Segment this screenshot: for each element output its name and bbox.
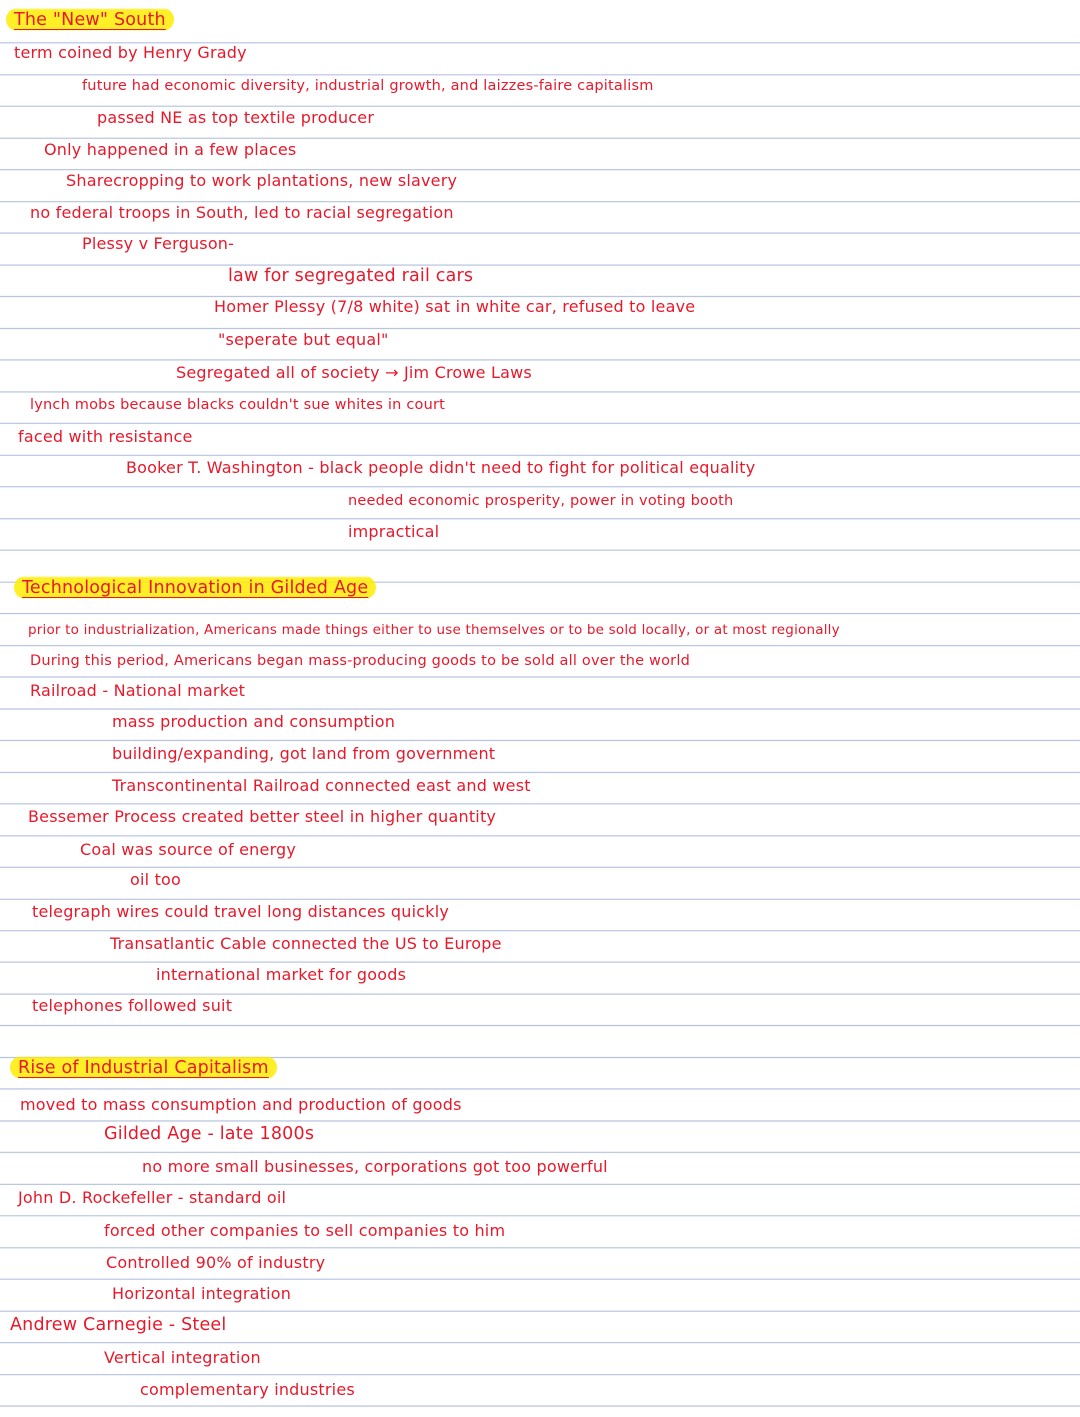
- note-line: mass production and consumption: [112, 712, 396, 731]
- note-line: Gilded Age - late 1800s: [104, 1124, 315, 1144]
- note-line: complementary industries: [140, 1380, 355, 1399]
- note-line: Transcontinental Railroad connected east and west: [112, 776, 531, 795]
- note-line: no federal troops in South, led to racial segregation: [30, 203, 454, 222]
- note-line: impractical: [348, 522, 440, 541]
- note-line: Booker T. Washington - black people didn't need to fight for political equality: [126, 458, 756, 477]
- note-line: Vertical integration: [104, 1348, 261, 1367]
- note-line: prior to industrialization, Americans made things either to use themselves or to be sold locally, or at most regionally: [28, 622, 840, 638]
- note-line: moved to mass consumption and production of goods: [20, 1095, 462, 1114]
- note-line: needed economic prosperity, power in voting booth: [348, 493, 734, 509]
- note-line: passed NE as top textile producer: [97, 108, 375, 127]
- note-line: international market for goods: [156, 965, 407, 984]
- note-line: Transatlantic Cable connected the US to Europe: [110, 934, 502, 953]
- note-line: oil too: [130, 870, 182, 889]
- note-line: Plessy v Ferguson-: [82, 234, 235, 253]
- note-line: During this period, Americans began mass-producing goods to be sold all over the world: [30, 653, 690, 669]
- note-line: Andrew Carnegie - Steel: [10, 1315, 227, 1335]
- note-line: future had economic diversity, industrial growth, and laizzes-faire capitalism: [82, 78, 654, 94]
- note-line: Only happened in a few places: [44, 140, 297, 159]
- note-line: Segregated all of society → Jim Crowe Laws: [176, 363, 532, 382]
- note-line: Railroad - National market: [30, 681, 246, 700]
- note-line: Horizontal integration: [112, 1284, 292, 1303]
- section-heading-industrial-capitalism: [16, 1058, 277, 1078]
- note-line: Bessemer Process created better steel in higher quantity: [28, 807, 497, 826]
- heading-highlight: Rise of Industrial Capitalism: [10, 1056, 277, 1079]
- note-line: Sharecropping to work plantations, new slavery: [66, 171, 458, 190]
- note-line: "seperate but equal": [218, 330, 389, 349]
- note-line: Coal was source of energy: [80, 840, 297, 859]
- note-line: Homer Plessy (7/8 white) sat in white car, refused to leave: [214, 297, 696, 316]
- note-line: no more small businesses, corporations got too powerful: [142, 1157, 608, 1176]
- note-line: Controlled 90% of industry: [106, 1253, 326, 1272]
- note-line: term coined by Henry Grady: [14, 43, 247, 62]
- note-line: building/expanding, got land from government: [112, 744, 496, 763]
- section-heading-technological-innovation: [20, 578, 376, 598]
- note-line: faced with resistance: [18, 427, 193, 446]
- note-line: telephones followed suit: [32, 996, 233, 1015]
- section-heading-new-south: [12, 10, 174, 30]
- note-line: telegraph wires could travel long distances quickly: [32, 902, 450, 921]
- note-line: forced other companies to sell companies to him: [104, 1221, 506, 1240]
- note-line: law for segregated rail cars: [228, 266, 474, 286]
- heading-highlight: Technological Innovation in Gilded Age: [14, 576, 376, 599]
- heading-highlight: The "New" South: [6, 8, 174, 31]
- note-line: John D. Rockefeller - standard oil: [18, 1188, 287, 1207]
- note-line: lynch mobs because blacks couldn't sue whites in court: [30, 397, 446, 413]
